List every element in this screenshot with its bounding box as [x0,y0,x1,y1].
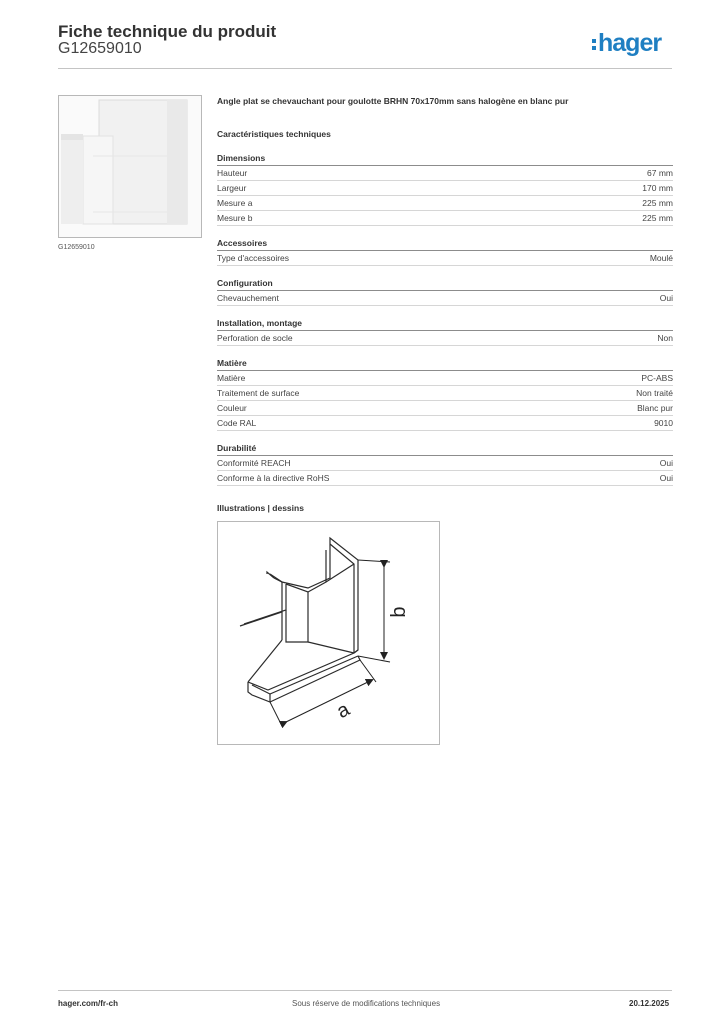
spec-label: Chevauchement [217,293,279,303]
footer-date: 20.12.2025 [629,999,670,1008]
spec-row [217,331,673,346]
specifications [217,96,673,486]
spec-row [217,166,673,181]
spec-label: Perforation de socle [217,333,293,343]
spec-label: Code RAL [217,418,257,428]
dimension-a-label: a [333,698,354,724]
spec-row [217,471,673,486]
spec-value: 225 mm [642,213,673,223]
dimension-b-label: b [388,606,410,618]
spec-row [217,291,673,306]
spec-group [217,153,673,226]
spec-label: Couleur [217,403,247,413]
logo-text: hager [598,28,662,57]
spec-group-title: Durabilité [217,443,673,456]
spec-value: Non traité [636,388,673,398]
illustrations-title: Illustrations | dessins [217,503,304,513]
spec-row [217,181,673,196]
spec-value: Oui [659,293,673,303]
spec-group-title: Dimensions [217,153,673,166]
spec-label: Hauteur [217,168,248,178]
spec-label: Type d'accessoires [217,253,290,263]
spec-group [217,443,673,486]
spec-value: 67 mm [647,168,673,178]
spec-row [217,401,673,416]
spec-group [217,278,673,306]
spec-group [217,318,673,346]
footer-disclaimer: Sous réserve de modifications techniques [292,999,441,1008]
spec-value: 225 mm [642,198,673,208]
spec-row [217,416,673,431]
product-photo [58,95,202,238]
spec-group-title: Matière [217,358,673,371]
spec-label: Mesure b [217,213,253,223]
spec-groups [217,153,673,486]
spec-row [217,456,673,471]
spec-group [217,358,673,431]
spec-row [217,211,673,226]
spec-row [217,196,673,211]
product-code: G12659010 [58,40,142,57]
technical-drawing [217,521,440,745]
spec-group-title: Accessoires [217,238,673,251]
spec-value: Moulé [649,253,673,263]
footer-website-link[interactable]: hager.com/fr-ch [58,999,119,1008]
header-divider [58,68,672,69]
angle-drawing [218,522,439,744]
spec-row [217,251,673,266]
spec-value: Oui [659,458,673,468]
spec-value: Non [657,333,673,343]
specs-title: Caractéristiques techniques [217,129,331,139]
hager-logo[interactable] [592,29,661,57]
spec-label: Mesure a [217,198,253,208]
spec-label: Conformité REACH [217,458,291,468]
spec-label: Largeur [217,183,247,193]
page-title: Fiche technique du produit [58,22,277,41]
spec-label: Matière [217,373,246,383]
product-description: Angle plat se chevauchant pour goulotte BRHN 70x170mm sans halogène en blanc pur [217,96,569,106]
spec-group-title: Configuration [217,278,673,291]
spec-value: 170 mm [642,183,673,193]
spec-value: Oui [659,473,673,483]
spec-row [217,371,673,386]
product-photo-image [59,96,201,237]
spec-value: PC-ABS [641,373,673,383]
spec-row [217,386,673,401]
spec-value: 9010 [654,418,673,428]
spec-value: Blanc pur [637,403,673,413]
photo-caption: G12659010 [58,244,95,251]
spec-label: Conforme à la directive RoHS [217,473,330,483]
footer-divider [58,990,672,991]
logo-dots-icon [592,39,596,50]
spec-group [217,238,673,266]
spec-label: Traitement de surface [217,388,300,398]
spec-group-title: Installation, montage [217,318,673,331]
